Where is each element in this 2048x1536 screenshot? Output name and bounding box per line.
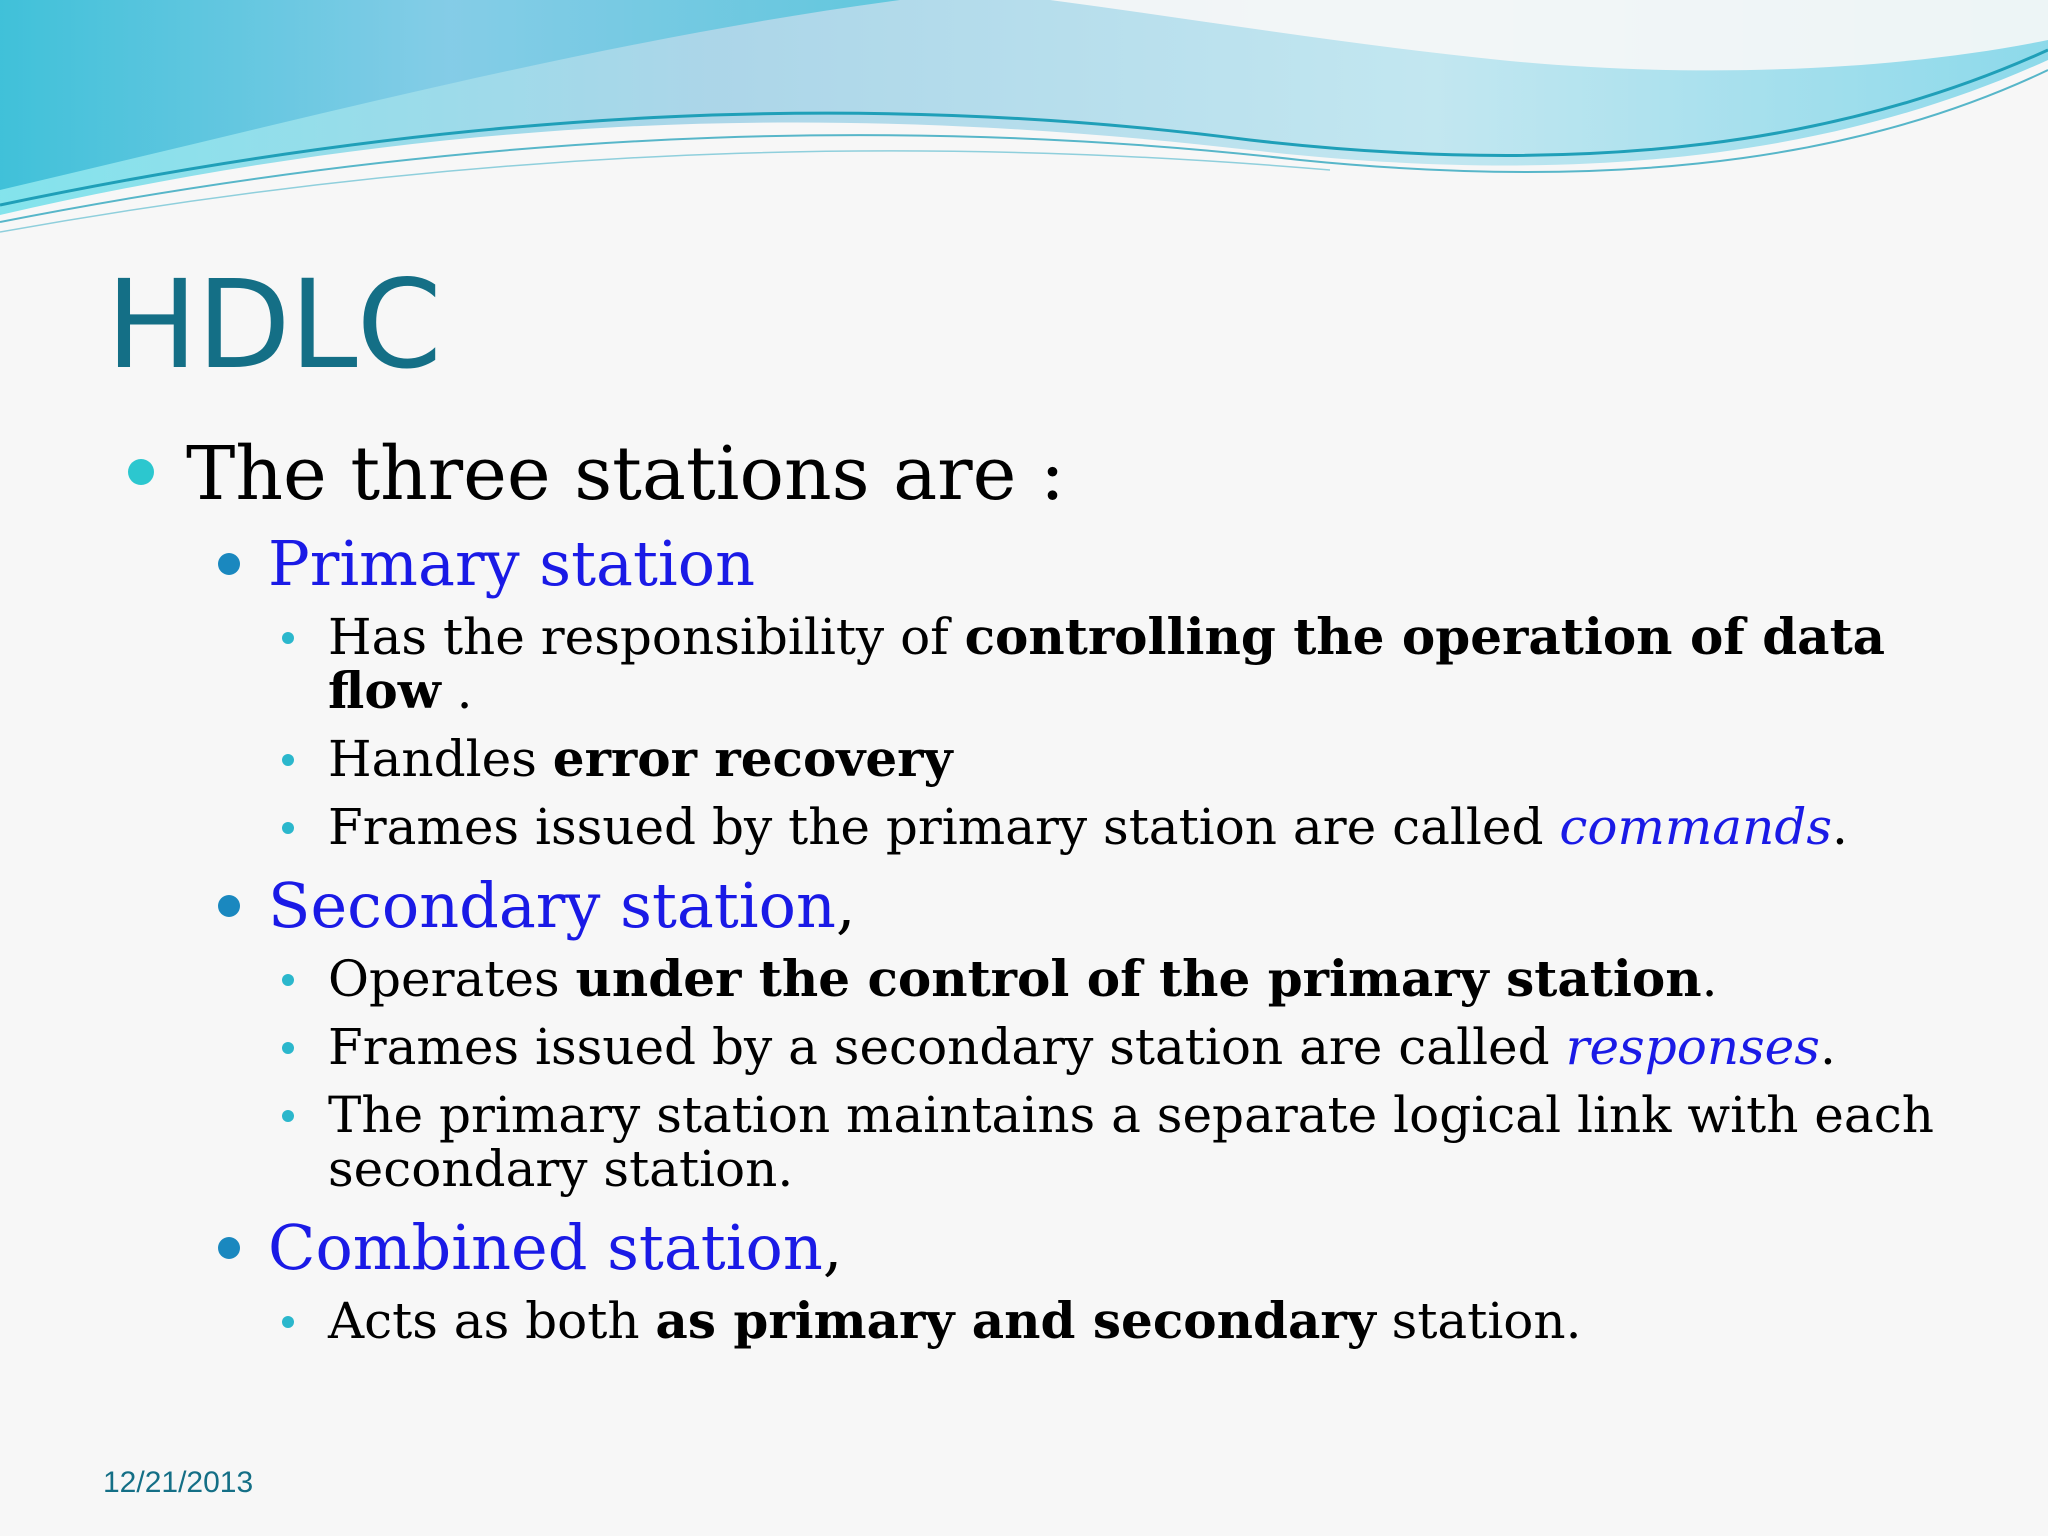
bullet-icon	[282, 974, 294, 986]
text: Frames issued by a secondary station are called	[328, 1018, 1566, 1076]
bullet-icon	[218, 895, 240, 917]
combined-point-1	[126, 1291, 1978, 1350]
slide-date: 12/21/2013	[103, 1466, 254, 1499]
secondary-point-2	[126, 1020, 1978, 1074]
combined-station-label: Combined station	[268, 1211, 823, 1284]
text: The primary station maintains a separate logical link with each secondary station.	[328, 1086, 1934, 1198]
primary-point-2	[126, 729, 1978, 788]
bullet-icon	[218, 553, 240, 575]
bullet-icon	[282, 632, 294, 644]
text: ,	[822, 1211, 843, 1284]
slide-content	[126, 428, 1956, 1362]
secondary-point-3	[126, 1088, 1978, 1196]
primary-station-heading	[126, 526, 1956, 602]
bullet-icon	[282, 1042, 294, 1054]
secondary-point-1	[126, 949, 1978, 1008]
secondary-station-label: Secondary station	[268, 869, 836, 942]
intro-text: The three stations are :	[186, 431, 1065, 517]
primary-point-1	[126, 607, 1978, 720]
bold-text: error recovery	[552, 729, 953, 788]
bullet-icon	[218, 1237, 240, 1259]
text: .	[1831, 798, 1848, 856]
bold-text: as primary and secondary	[655, 1291, 1376, 1350]
italic-term: responses	[1565, 1018, 1820, 1076]
text: Handles	[328, 730, 553, 788]
secondary-station-heading	[126, 868, 1956, 944]
primary-station-label: Primary station	[268, 527, 756, 600]
bullet-icon	[282, 1316, 294, 1328]
slide-title: HDLC	[106, 254, 441, 396]
italic-term: commands	[1559, 798, 1832, 856]
bold-text: controlling the operation of data flow	[328, 607, 1886, 720]
text: .	[1819, 1018, 1836, 1076]
bullet-icon	[128, 459, 154, 485]
bullet-icon	[282, 754, 294, 766]
text: .	[1701, 950, 1718, 1008]
text: Operates	[328, 950, 576, 1008]
text: Frames issued by the primary station are called	[328, 798, 1560, 856]
text: .	[440, 662, 473, 720]
text: Acts as both	[328, 1292, 656, 1350]
bullet-icon	[282, 822, 294, 834]
text: ,	[835, 869, 856, 942]
text: station.	[1375, 1292, 1582, 1350]
combined-station-heading	[126, 1210, 1956, 1286]
bold-text: under the control of the primary station	[575, 949, 1702, 1008]
text: Has the responsibility of	[328, 608, 965, 666]
primary-point-3	[126, 800, 1978, 854]
intro-item	[126, 428, 1956, 520]
header-wave-decoration	[0, 0, 2048, 240]
bullet-icon	[282, 1110, 294, 1122]
